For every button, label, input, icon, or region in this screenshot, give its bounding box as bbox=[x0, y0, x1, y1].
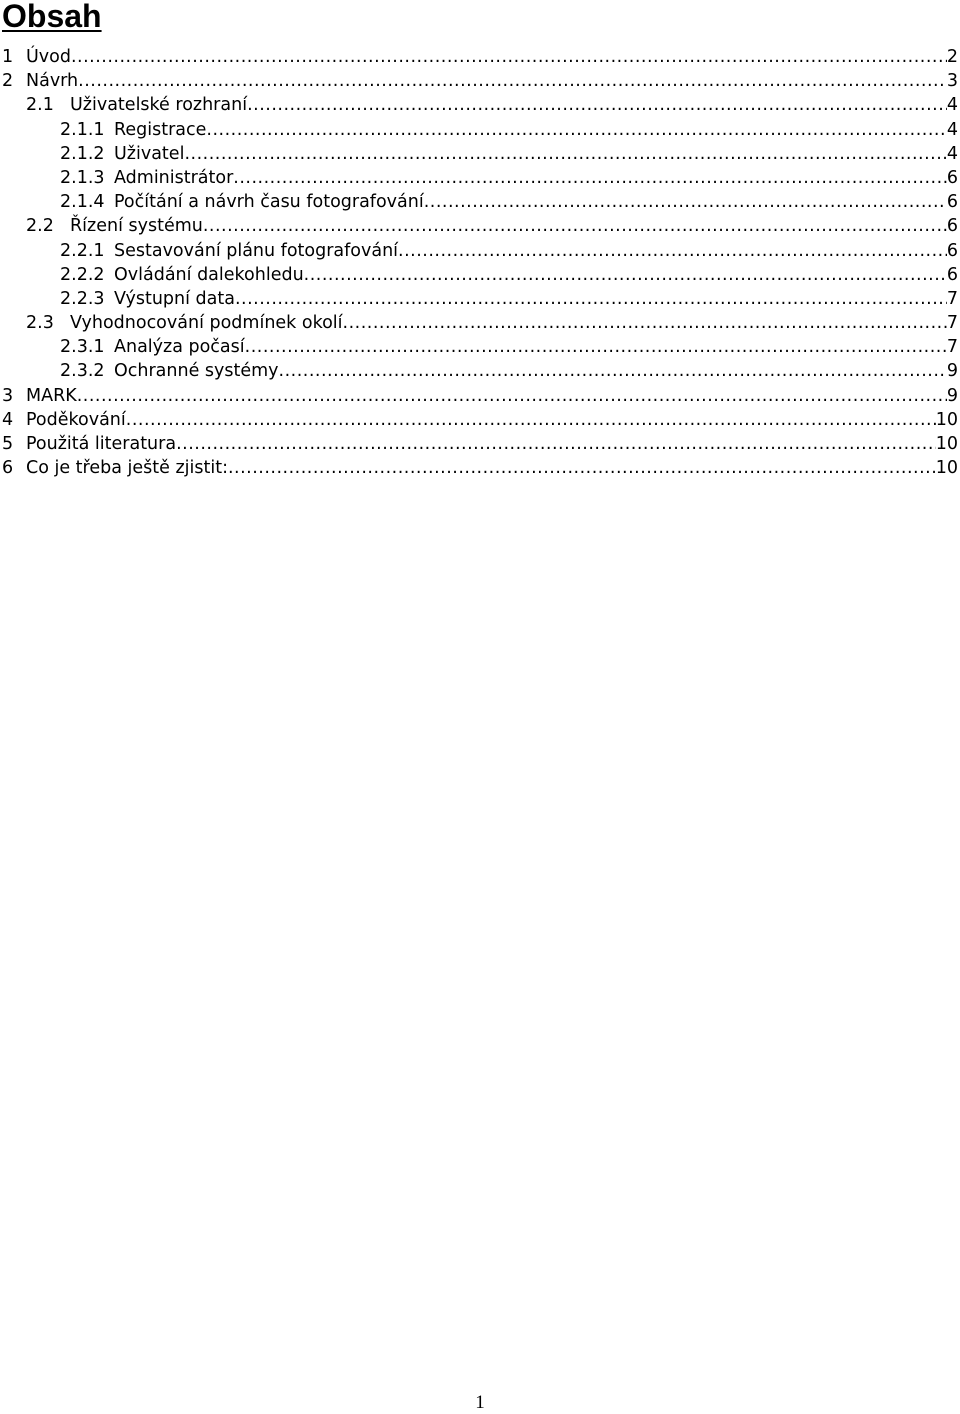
toc-entry-page: 10 bbox=[935, 434, 958, 454]
toc-entry-title: Ochranné systémy bbox=[114, 361, 279, 382]
toc-dot-leader bbox=[304, 263, 947, 287]
toc-dot-leader bbox=[228, 456, 936, 480]
toc-dot-leader bbox=[77, 384, 947, 408]
toc-entry[interactable] bbox=[0, 142, 958, 166]
toc-entry-title: Použitá literatura bbox=[26, 434, 177, 454]
toc-entry-page: 9 bbox=[946, 385, 958, 406]
toc-entry-page: 7 bbox=[946, 337, 958, 358]
toc-entry-title: Uživatel bbox=[114, 143, 185, 164]
toc-entry-page: 9 bbox=[946, 361, 958, 382]
toc-entry-number: 2.3.2 bbox=[60, 361, 105, 382]
toc-entry-number: 2 bbox=[2, 71, 14, 92]
toc-entry[interactable] bbox=[0, 432, 958, 456]
toc-entry[interactable] bbox=[0, 311, 958, 335]
toc-entry-number: 2.1.4 bbox=[60, 192, 105, 213]
toc-entry-page: 6 bbox=[946, 216, 958, 237]
toc-entry[interactable] bbox=[0, 45, 958, 69]
toc-entry-number: 5 bbox=[2, 434, 14, 454]
toc-entry-number: 1 bbox=[2, 47, 14, 67]
toc-entry-number: 2.3.1 bbox=[60, 337, 105, 358]
toc-entry-title: Uživatelské rozhraní bbox=[70, 95, 248, 116]
toc-dot-leader bbox=[126, 408, 936, 432]
toc-dot-leader bbox=[233, 166, 947, 190]
toc-entry[interactable] bbox=[0, 118, 958, 142]
toc-entry-number: 2.1 bbox=[26, 95, 54, 116]
toc-dot-leader bbox=[424, 190, 947, 214]
toc-entry-title: Výstupní data bbox=[114, 288, 235, 309]
toc-dot-leader bbox=[184, 142, 946, 166]
toc-entry-title: Co je třeba ještě zjistit: bbox=[26, 458, 228, 479]
toc-entry[interactable] bbox=[0, 335, 958, 359]
toc-entry-page: 4 bbox=[946, 95, 958, 116]
toc-entry-page: 6 bbox=[946, 167, 958, 188]
toc-entry-number: 2.1.2 bbox=[60, 143, 105, 164]
toc-entry[interactable] bbox=[0, 287, 958, 311]
toc-entry-page: 3 bbox=[946, 71, 958, 92]
toc-dot-leader bbox=[176, 432, 936, 456]
toc-entry[interactable] bbox=[0, 263, 958, 287]
toc-entry-page: 7 bbox=[946, 313, 958, 334]
toc-entry-number: 3 bbox=[2, 385, 14, 406]
toc-entry-page: 10 bbox=[935, 458, 958, 479]
toc-entry-number: 2.1.3 bbox=[60, 167, 105, 188]
toc-entry-title: Ovládání dalekohledu bbox=[114, 264, 304, 285]
toc-entry[interactable] bbox=[0, 93, 958, 117]
toc-entry[interactable] bbox=[0, 190, 958, 214]
toc-entry[interactable] bbox=[0, 214, 958, 238]
table-of-contents bbox=[0, 45, 958, 480]
toc-dot-leader bbox=[343, 311, 947, 335]
toc-dot-leader bbox=[279, 359, 947, 383]
toc-entry-title: Registrace bbox=[114, 119, 207, 140]
toc-dot-leader bbox=[245, 335, 947, 359]
toc-entry-page: 4 bbox=[946, 143, 958, 164]
toc-entry[interactable] bbox=[0, 408, 958, 432]
toc-entry-title: Vyhodnocování podmínek okolí bbox=[70, 313, 343, 334]
toc-entry[interactable] bbox=[0, 239, 958, 263]
toc-entry[interactable] bbox=[0, 384, 958, 408]
toc-entry[interactable] bbox=[0, 456, 958, 480]
toc-dot-leader bbox=[203, 214, 947, 238]
toc-entry-page: 2 bbox=[946, 47, 958, 67]
toc-entry-page: 6 bbox=[946, 240, 958, 261]
toc-entry[interactable] bbox=[0, 69, 958, 93]
page-title: Obsah bbox=[2, 0, 102, 34]
toc-entry-title: Administrátor bbox=[114, 167, 234, 188]
toc-dot-leader bbox=[71, 45, 947, 69]
toc-entry-number: 2.3 bbox=[26, 313, 54, 334]
toc-entry-number: 6 bbox=[2, 458, 14, 479]
toc-entry-title: Řízení systému bbox=[70, 216, 203, 237]
toc-entry-page: 6 bbox=[946, 264, 958, 285]
toc-entry-title: Sestavování plánu fotografování bbox=[114, 240, 399, 261]
toc-entry-page: 10 bbox=[935, 409, 958, 430]
toc-entry-page: 7 bbox=[946, 288, 958, 309]
toc-entry-title: Analýza počasí bbox=[114, 337, 245, 358]
toc-entry[interactable] bbox=[0, 359, 958, 383]
toc-entry-title: Počítání a návrh času fotografování bbox=[114, 192, 424, 213]
toc-dot-leader bbox=[78, 69, 947, 93]
toc-entry-title: MARK bbox=[26, 385, 77, 406]
toc-entry-number: 2.1.1 bbox=[60, 119, 105, 140]
toc-entry-number: 2.2.2 bbox=[60, 264, 105, 285]
toc-entry-number: 4 bbox=[2, 409, 14, 430]
toc-entry-page: 6 bbox=[946, 192, 958, 213]
toc-dot-leader bbox=[235, 287, 947, 311]
toc-dot-leader bbox=[398, 239, 947, 263]
toc-entry-number: 2.2 bbox=[26, 216, 54, 237]
toc-entry-number: 2.2.3 bbox=[60, 288, 105, 309]
toc-dot-leader bbox=[247, 93, 947, 117]
toc-entry-number: 2.2.1 bbox=[60, 240, 105, 261]
toc-entry-page: 4 bbox=[946, 119, 958, 140]
toc-entry-title: Poděkování bbox=[26, 409, 126, 430]
page-number: 1 bbox=[475, 1392, 485, 1413]
toc-entry[interactable] bbox=[0, 166, 958, 190]
toc-entry-title: Úvod bbox=[26, 47, 71, 67]
toc-entry-title: Návrh bbox=[26, 71, 79, 92]
toc-dot-leader bbox=[206, 118, 946, 142]
